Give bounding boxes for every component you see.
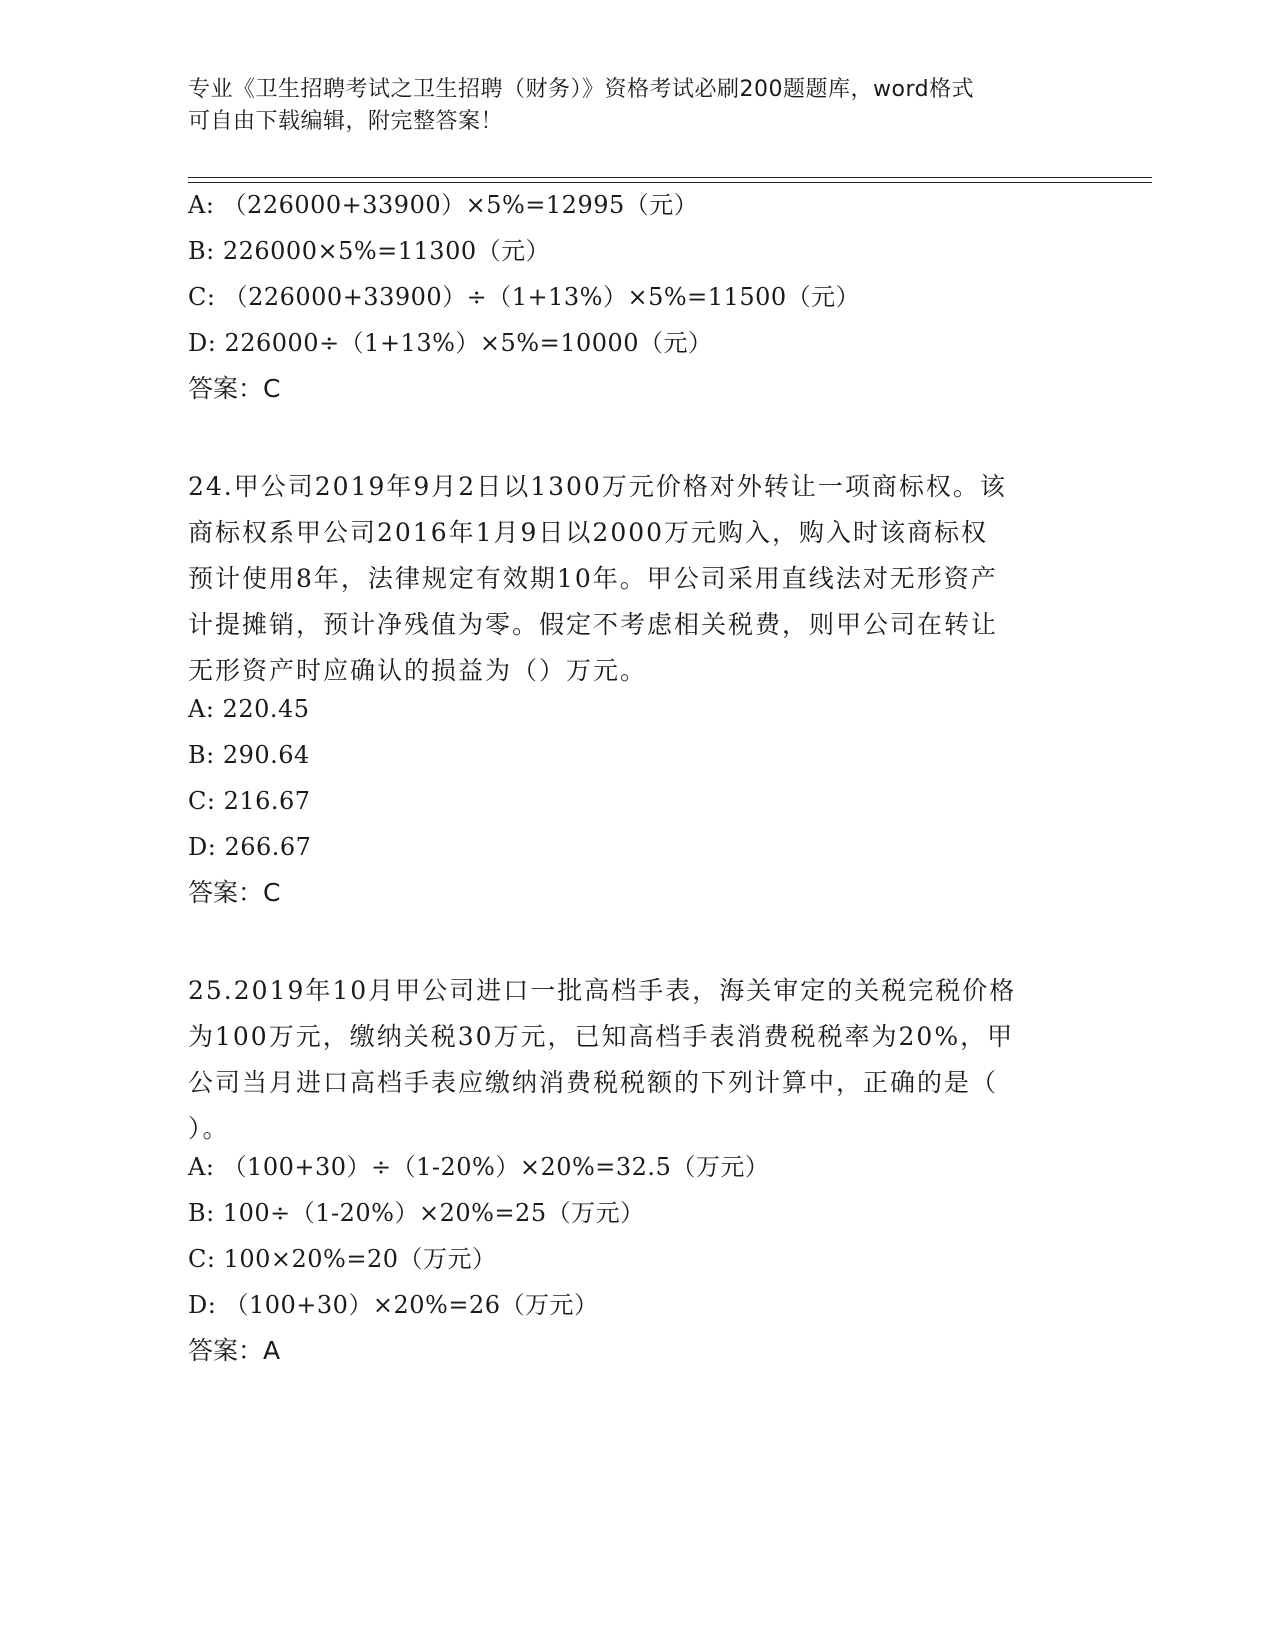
- document-header: [188, 74, 1068, 138]
- option-b: B: 290.64: [188, 741, 310, 769]
- option-c: C: 216.67: [188, 787, 311, 815]
- question-line: 无形资产时应确认的损益为（）万元。: [188, 656, 648, 685]
- option-d: D: 266.67: [188, 833, 312, 861]
- option-c: C: 100×20%=20（万元）: [188, 1245, 497, 1273]
- question-stem: [188, 968, 1088, 1152]
- question-line: 预计使用8年，法律规定有效期10年。甲公司采用直线法对无形资产: [188, 564, 998, 593]
- question-24: [188, 464, 1088, 924]
- question-line: 为100万元，缴纳关税30万元，已知高档手表消费税税率为20%，甲: [188, 1022, 1015, 1051]
- option-d: D: （100+30）×20%=26（万元）: [188, 1291, 599, 1319]
- header-divider-top: [188, 177, 1152, 178]
- question-25: [188, 968, 1088, 1382]
- option-a: A: （100+30）÷（1-20%）×20%=32.5（万元）: [188, 1153, 770, 1181]
- header-title-line-2: 可自由下载编辑，附完整答案！: [188, 109, 504, 134]
- option-d: D: 226000÷（1+13%）×5%=10000（元）: [188, 329, 713, 357]
- answer: 答案：C: [188, 374, 281, 403]
- option-b: B: 226000×5%=11300（元）: [188, 237, 551, 265]
- option-c: C: （226000+33900）÷（1+13%）×5%=11500（元）: [188, 283, 861, 311]
- question-line: 24.甲公司2019年9月2日以1300万元价格对外转让一项商标权。该: [188, 472, 1007, 501]
- question-line: 25.2019年10月甲公司进口一批高档手表，海关审定的关税完税价格: [188, 976, 1017, 1005]
- question-23: [188, 190, 1088, 420]
- question-line: 公司当月进口高档手表应缴纳消费税税额的下列计算中，正确的是（: [188, 1068, 999, 1097]
- question-line: ）。: [188, 1114, 230, 1143]
- question-content: [188, 190, 1088, 1382]
- header-divider-bottom: [188, 182, 1152, 183]
- option-b: B: 100÷（1-20%）×20%=25（万元）: [188, 1199, 645, 1227]
- answer: 答案：C: [188, 878, 281, 907]
- question-stem: [188, 464, 1088, 694]
- answer: 答案：A: [188, 1336, 281, 1365]
- header-title-line-1: 专业《卫生招聘考试之卫生招聘（财务）》资格考试必刷200题题库，word格式: [188, 77, 975, 102]
- option-a: A: 220.45: [188, 695, 310, 723]
- option-a: A: （226000+33900）×5%=12995（元）: [188, 191, 699, 219]
- question-line: 计提摊销，预计净残值为零。假定不考虑相关税费，则甲公司在转让: [188, 610, 999, 639]
- question-line: 商标权系甲公司2016年1月9日以2000万元购入，购入时该商标权: [188, 518, 989, 547]
